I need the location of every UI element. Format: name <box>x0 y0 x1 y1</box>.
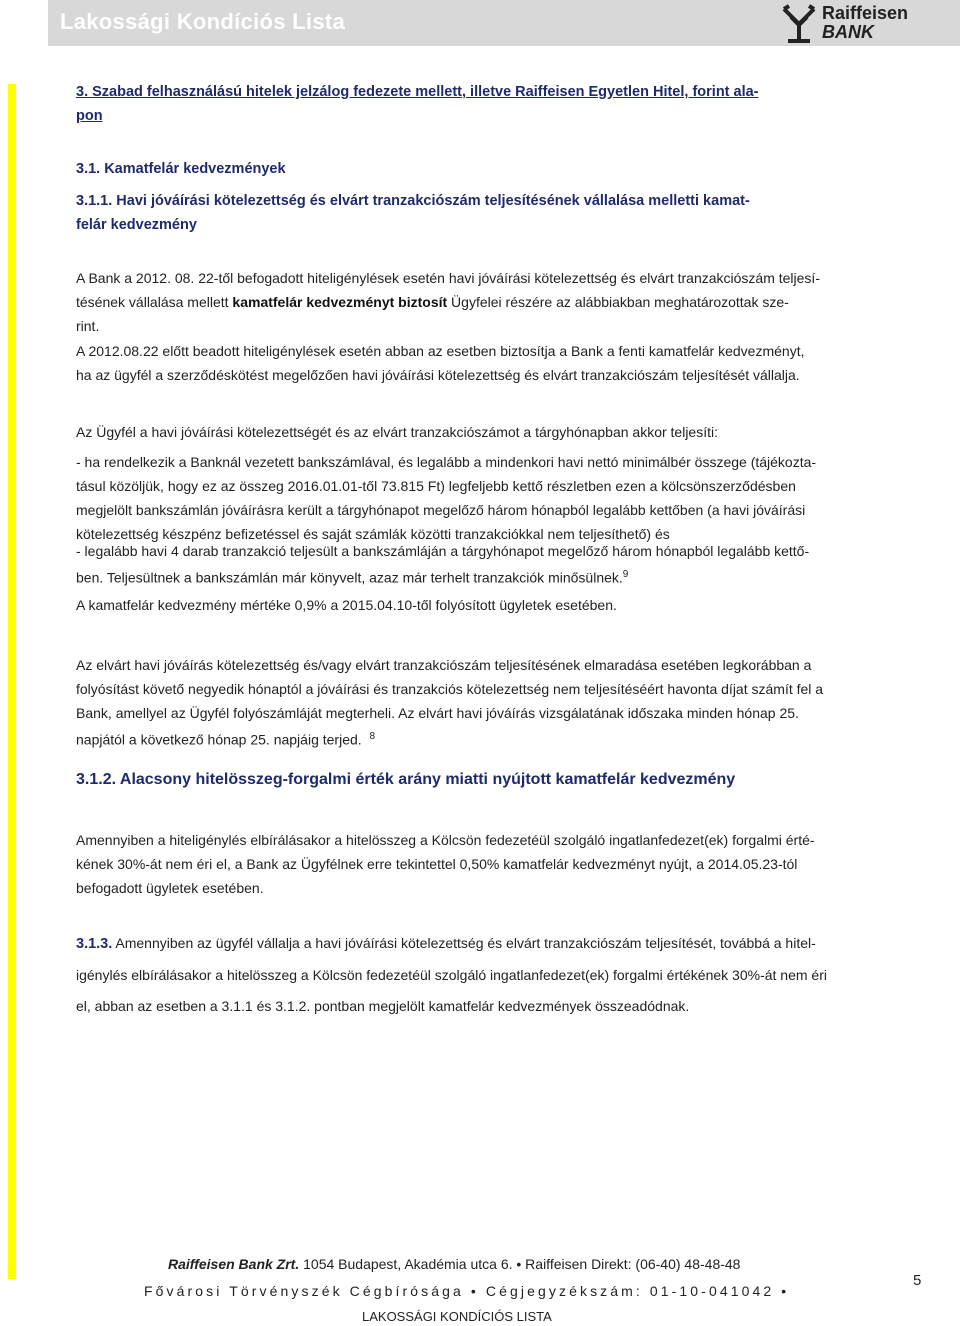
section-title: 3. Szabad felhasználású hitelek jelzálog fedezete mellett, illetve Raiffeisen Egyetlen Hitel, forint ala- pon <box>76 84 759 124</box>
subsection-3-1-1: 3.1.1. Havi jóváírási kötelezettség és elvárt tranzakciószám teljesítésének vállalása melletti kamat- felár kedvezmény <box>76 193 750 233</box>
page-number: 5 <box>913 1272 922 1289</box>
paragraph-1: A Bank a 2012. 08. 22-től befogadott hiteligénylések esetén havi jóváírási kötelezettség és elvárt tranzakciószám teljesí- tésének vállalása mellett kamatfelár kedvezményt biztosít Ügyfelei részére az alábbiakban meghatározottak sze- rint. <box>76 270 820 334</box>
paragraph-7: Az elvárt havi jóváírás kötelezettség és/vagy elvárt tranzakciószám teljesítésének elmaradása esetében legkorábban a folyósítást követő negyedik hónaptól a jóváírási és tranzakciós kötelezettség nem teljesítéséért havonta díjat számít fel a Bank, amellyel az Ügyfél folyószámláját megterheli. Az elvárt havi jóváírás vizsgálatának időszaka minden hónap 25. napjától a következő hónap 25. napjáig terjed. $^8$ <box>76 657 824 748</box>
footer-address: 1054 Budapest, Akadémia utca 6. • Raiffeisen Direkt: (06-40) 48-48-48 <box>299 1256 741 1272</box>
change-marker-bar <box>8 84 16 1279</box>
paragraph-4: - ha rendelkezik a Banknál vezetett bankszámlával, és legalább a mindenkori havi nettó minimálbér összege (tájékozta- tásul közöljük, hogy ez az összeg 2016.01.01-től 73.815 Ft) legfeljebb kettő részletben ezen a kölcsönszerződésben megjelölt bankszámlán jóváírásra került a tárgyhónapot megelőző három hónapból legalább kettőben (a havi jóváírási kötelezettség készpénz befizetéssel és saját számlák közötti tranzakciókkal nem teljesíthető) és <box>76 454 817 542</box>
footer-registry: Fővárosi Törvényszék Cégbírósága • Cégjegyzékszám: 01-10-041042 • <box>144 1283 790 1299</box>
paragraph-2: A 2012.08.22 előtt beadott hiteligénylések esetén abban az esetben biztosítja a Bank a fenti kamatfelár kedvezményt, ha az ügyfél a szerződéskötést megelőzően havi jóváírási kötelezettség és elvárt tranzakciószám teljesítését vállalja. <box>76 343 805 383</box>
paragraph-6: A kamatfelár kedvezmény mértéke 0,9% a 2015.04.10-től folyósított ügyletek esetében. <box>76 597 617 613</box>
footnote-marker: 8 <box>369 731 375 742</box>
paragraph-3: Az Ügyfél a havi jóváírási kötelezettségét és az elvárt tranzakciószámot a tárgyhónapban akkor teljesíti: <box>76 424 718 440</box>
footer-company-line <box>168 1256 740 1272</box>
raiffeisen-logo <box>780 3 920 43</box>
logo-text-bank: BANK <box>822 22 874 42</box>
raiffeisen-crossed-horses-icon <box>780 3 818 43</box>
paragraph-5: - legalább havi 4 darab tranzakció teljesült a bankszámláján a tárgyhónapot megelőző három hónapból legalább kettő- ben. Teljesültnek a bankszámlán már könyvelt, azaz már terhelt tranzakciók minősülnek.$^9$ <box>76 543 810 586</box>
emphasis-kamatfelar: kamatfelár kedvezményt biztosít <box>232 294 448 310</box>
subsection-3-1-3-label: 3.1.3. <box>76 936 113 952</box>
page-header-title: Lakossági Kondíciós Lista <box>60 9 346 34</box>
footer-company-name: Raiffeisen Bank Zrt. <box>168 1256 300 1272</box>
footer-list-name: LAKOSSÁGI KONDÍCIÓS LISTA <box>362 1309 552 1324</box>
subsection-3-1-2: 3.1.2. Alacsony hitelösszeg-forgalmi érték arány miatti nyújtott kamatfelár kedvezmény <box>76 771 736 788</box>
footnote-marker: 9 <box>622 569 629 580</box>
paragraph-9: 3.1.3. Amennyiben az ügyfél vállalja a havi jóváírási kötelezettség és elvárt tranzakciószám teljesítését, továbbá a hitel- igénylés elbírálásakor a hitelösszeg a Kölcsön fedezetéül szolgáló ingatlanfedezet(ek) forgalmi értékének 30%-át nem éri el, abban az esetben a 3.1.1 és 3.1.2. pontban megjelölt kamatfelár kedvezmények összeadódnak. <box>76 935 827 1014</box>
subsection-3-1: 3.1. Kamatfelár kedvezmények <box>76 161 286 177</box>
paragraph-8: Amennyiben a hiteligénylés elbírálásakor a hitelösszeg a Kölcsön fedezetéül szolgáló ingatlanfedezet(ek) forgalmi érté- kének 30%-át nem éri el, a Bank az Ügyfélnek erre tekintettel 0,50% kamatfelár kedvezményt nyújt, a 2014.05.23-tól befogadott ügyletek esetében. <box>76 832 815 896</box>
logo-text-raiffeisen: Raiffeisen <box>822 3 909 23</box>
